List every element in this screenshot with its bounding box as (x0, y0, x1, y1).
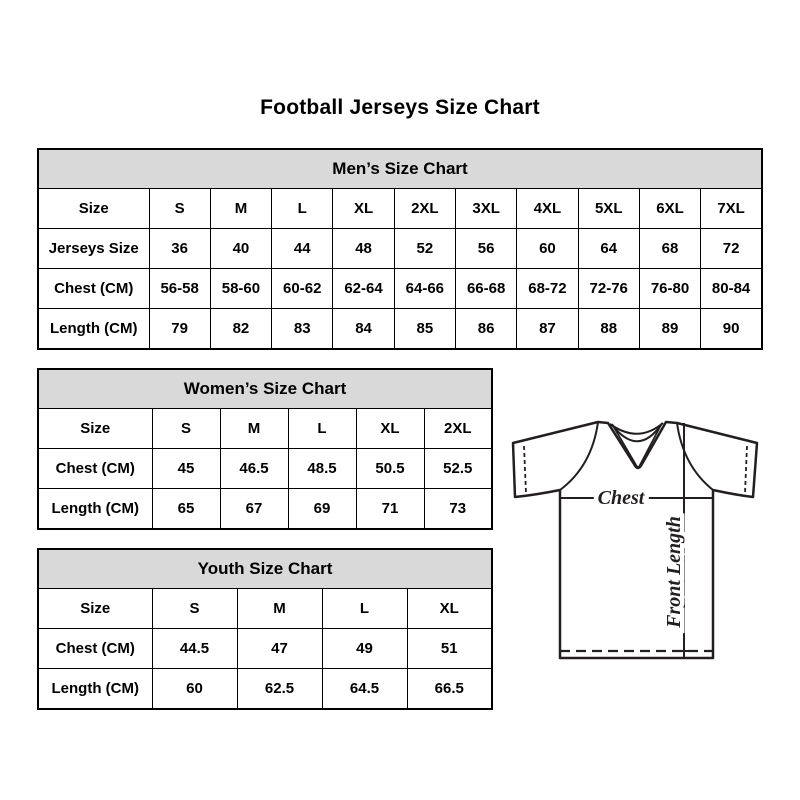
size-value-cell: M (210, 189, 271, 229)
size-value-cell: 46.5 (220, 449, 288, 489)
row-label: Chest (CM) (38, 269, 149, 309)
size-value-cell: 47 (237, 629, 322, 669)
size-value-cell: 4XL (517, 189, 578, 229)
size-value-cell: 7XL (701, 189, 762, 229)
table-row (38, 589, 492, 629)
row-label: Size (38, 409, 152, 449)
size-value-cell: XL (333, 189, 394, 229)
size-value-cell: 84 (333, 309, 394, 350)
page-title: Football Jerseys Size Chart (260, 96, 540, 119)
size-value-cell: 76-80 (639, 269, 700, 309)
table-title: Men’s Size Chart (38, 149, 762, 189)
size-value-cell: M (237, 589, 322, 629)
size-value-cell: 52.5 (424, 449, 492, 489)
size-value-cell: 48.5 (288, 449, 356, 489)
size-value-cell: 60 (517, 229, 578, 269)
table-row (38, 269, 762, 309)
size-value-cell: 65 (152, 489, 220, 530)
jersey-outline-shape (513, 422, 757, 658)
size-value-cell: 79 (149, 309, 210, 350)
size-value-cell: 66-68 (455, 269, 516, 309)
size-value-cell: 6XL (639, 189, 700, 229)
table-header-row (38, 369, 492, 409)
size-value-cell: 5XL (578, 189, 639, 229)
womens-size-table (37, 368, 493, 530)
row-label: Size (38, 589, 152, 629)
table-row (38, 669, 492, 710)
size-value-cell: L (322, 589, 407, 629)
table-row (38, 309, 762, 350)
jersey-measurement-diagram (503, 410, 768, 670)
size-value-cell: 50.5 (356, 449, 424, 489)
size-value-cell: 64.5 (322, 669, 407, 710)
size-value-cell: S (152, 589, 237, 629)
row-label: Size (38, 189, 149, 229)
front-length-measure-label: Front Length (663, 516, 685, 628)
size-value-cell: 62-64 (333, 269, 394, 309)
mens-size-table (37, 148, 763, 350)
size-value-cell: 62.5 (237, 669, 322, 710)
size-value-cell: 52 (394, 229, 455, 269)
size-value-cell: XL (356, 409, 424, 449)
size-value-cell: 56 (455, 229, 516, 269)
size-value-cell: 64 (578, 229, 639, 269)
table-title: Women’s Size Chart (38, 369, 492, 409)
size-value-cell: 66.5 (407, 669, 492, 710)
size-value-cell: 51 (407, 629, 492, 669)
table-row (38, 229, 762, 269)
row-label: Length (CM) (38, 669, 152, 710)
size-value-cell: 86 (455, 309, 516, 350)
size-value-cell: 48 (333, 229, 394, 269)
size-value-cell: 82 (210, 309, 271, 350)
size-value-cell: 68-72 (517, 269, 578, 309)
size-value-cell: 67 (220, 489, 288, 530)
size-value-cell: 58-60 (210, 269, 271, 309)
size-value-cell: 73 (424, 489, 492, 530)
size-value-cell: S (149, 189, 210, 229)
size-value-cell: 44.5 (152, 629, 237, 669)
size-value-cell: 88 (578, 309, 639, 350)
size-value-cell: 89 (639, 309, 700, 350)
size-value-cell: 85 (394, 309, 455, 350)
size-value-cell: 60-62 (272, 269, 333, 309)
size-value-cell: 80-84 (701, 269, 762, 309)
size-value-cell: 72-76 (578, 269, 639, 309)
size-value-cell: 2XL (424, 409, 492, 449)
size-value-cell: 45 (152, 449, 220, 489)
table-title: Youth Size Chart (38, 549, 492, 589)
row-label: Chest (CM) (38, 449, 152, 489)
table-header-row (38, 149, 762, 189)
row-label: Chest (CM) (38, 629, 152, 669)
size-value-cell: 60 (152, 669, 237, 710)
size-value-cell: M (220, 409, 288, 449)
size-value-cell: 49 (322, 629, 407, 669)
size-value-cell: 36 (149, 229, 210, 269)
youth-size-table (37, 548, 493, 710)
size-value-cell: 3XL (455, 189, 516, 229)
chest-measure-label: Chest (597, 487, 645, 509)
size-value-cell: 83 (272, 309, 333, 350)
size-value-cell: S (152, 409, 220, 449)
size-value-cell: XL (407, 589, 492, 629)
size-value-cell: 72 (701, 229, 762, 269)
size-value-cell: 71 (356, 489, 424, 530)
size-value-cell: 90 (701, 309, 762, 350)
table-header-row (38, 549, 492, 589)
size-value-cell: L (272, 189, 333, 229)
table-row (38, 189, 762, 229)
size-value-cell: L (288, 409, 356, 449)
table-row (38, 489, 492, 530)
size-value-cell: 64-66 (394, 269, 455, 309)
size-value-cell: 44 (272, 229, 333, 269)
row-label: Length (CM) (38, 309, 149, 350)
size-value-cell: 2XL (394, 189, 455, 229)
row-label: Jerseys Size (38, 229, 149, 269)
table-row (38, 629, 492, 669)
size-value-cell: 68 (639, 229, 700, 269)
size-value-cell: 69 (288, 489, 356, 530)
size-value-cell: 56-58 (149, 269, 210, 309)
row-label: Length (CM) (38, 489, 152, 530)
size-value-cell: 87 (517, 309, 578, 350)
size-value-cell: 40 (210, 229, 271, 269)
table-row (38, 409, 492, 449)
table-row (38, 449, 492, 489)
